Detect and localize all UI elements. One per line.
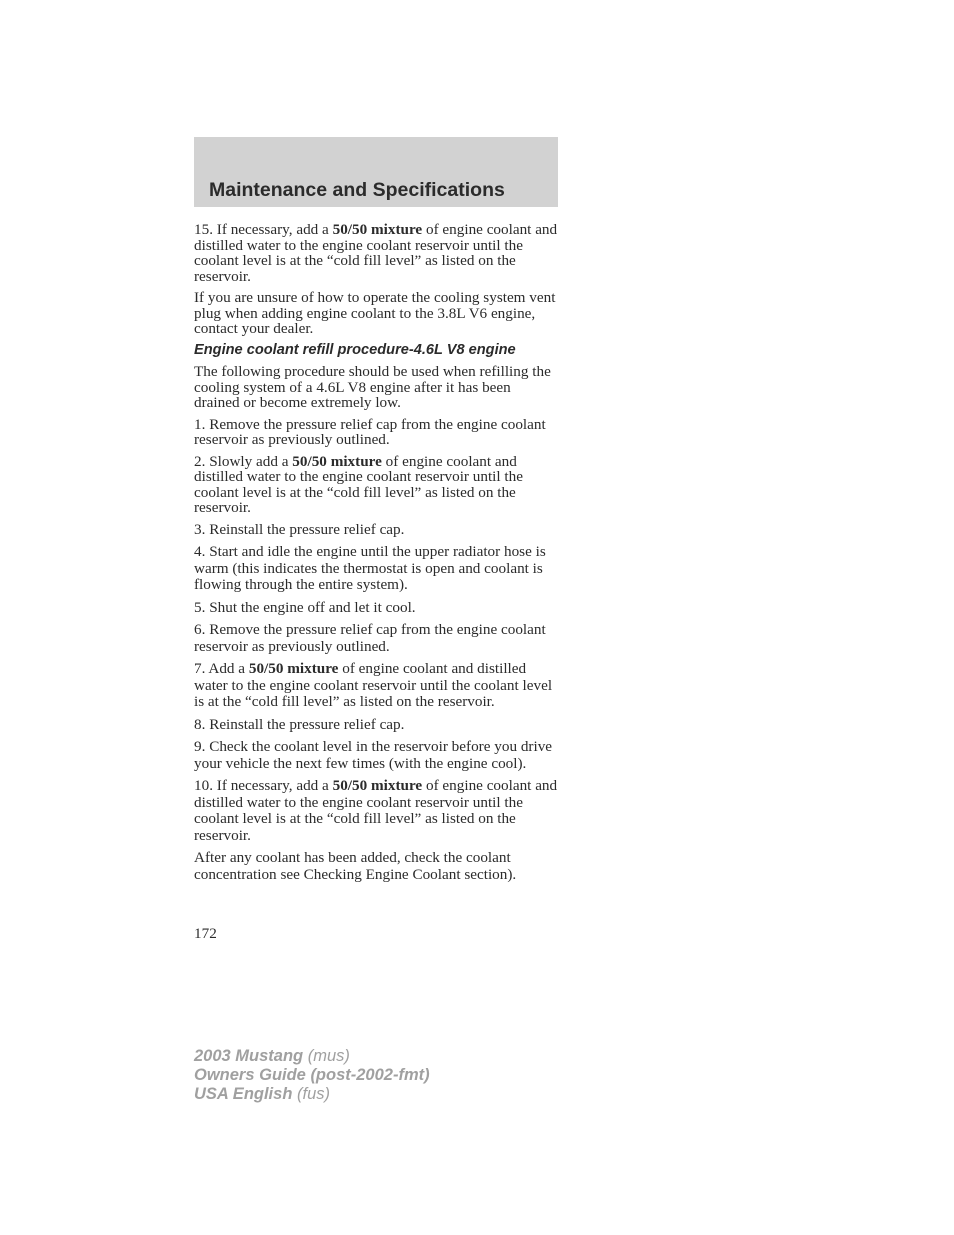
- step-2-text-post: of engine coolant and distilled water to the engine coolant reservoir until the coolant level is at the “cold fill level” as listed on the reservoir.: [194, 452, 523, 516]
- step-7-mixture-bold: 50/50 mixture: [248, 660, 339, 677]
- step-7: [194, 661, 558, 711]
- section-header-band: [194, 137, 558, 207]
- step-7-text-pre: 7. Add a: [194, 660, 249, 677]
- step-15-text-post: of engine coolant and distilled water to the engine coolant reservoir until the coolant level is at the “cold fill level” as listed on the reservoir.: [194, 221, 558, 285]
- step-15-paragraph: [194, 222, 558, 284]
- step-10: [194, 778, 558, 844]
- step-2-text-pre: 2. Slowly add a: [194, 452, 293, 470]
- footer-line-model: [194, 1047, 430, 1066]
- step-8: 8. Reinstall the pressure relief cap.: [194, 715, 405, 733]
- page-content: [194, 222, 558, 889]
- refill-procedure-heading: Engine coolant refill procedure-4.6L V8 engine: [194, 341, 516, 358]
- step-1: 1. Remove the pressure relief cap from the engine coolant reservoir as previously outlined.: [194, 415, 546, 448]
- step-4: 4. Start and idle the engine until the upper radiator hose is warm (this indicates the thermostat is open and coolant is flowing through the entire system).: [194, 543, 546, 593]
- step-10-text-pre: 10. If necessary, add a: [194, 777, 333, 794]
- after-coolant-paragraph: After any coolant has been added, check the coolant concentration see Checking Engine Coolant section).: [194, 849, 517, 883]
- step-7-text-post: of engine coolant and distilled water to the engine coolant reservoir until the coolant level is at the “cold fill level” as listed on the reservoir.: [194, 660, 553, 710]
- step-10-mixture-bold: 50/50 mixture: [332, 777, 423, 794]
- step-5: 5. Shut the engine off and let it cool.: [194, 598, 416, 616]
- step-15-mixture-bold: 50/50 mixture: [332, 221, 423, 238]
- footer-line-guide: Owners Guide (post-2002-fmt): [194, 1066, 430, 1084]
- footer-language-code: (fus): [292, 1085, 330, 1103]
- step-2: [194, 454, 558, 516]
- document-footer: [194, 1047, 430, 1104]
- step-2-mixture-bold: 50/50 mixture: [292, 452, 382, 470]
- step-10-text-post: of engine coolant and distilled water to the engine coolant reservoir until the coolant level is at the “cold fill level” as listed on the reservoir.: [194, 777, 558, 844]
- page-number: 172: [194, 925, 217, 942]
- footer-model-name: 2003 Mustang: [194, 1047, 304, 1065]
- section-title: Maintenance and Specifications: [209, 179, 505, 201]
- step-3: 3. Reinstall the pressure relief cap.: [194, 520, 405, 538]
- step-9: 9. Check the coolant level in the reservoir before you drive your vehicle the next few times (with the engine cool).: [194, 738, 553, 772]
- footer-language-name: USA English: [194, 1085, 293, 1103]
- footer-model-code: (mus): [303, 1047, 350, 1065]
- unsure-paragraph: If you are unsure of how to operate the cooling system vent plug when adding engine coolant to the 3.8L V6 engine, contact your dealer.: [194, 289, 556, 337]
- intro-paragraph: The following procedure should be used when refilling the cooling system of a 4.6L V8 engine after it has been drained or become extremely low.: [194, 363, 551, 411]
- step-15-text-pre: 15. If necessary, add a: [194, 221, 333, 238]
- footer-line-language: [194, 1085, 430, 1104]
- step-6: 6. Remove the pressure relief cap from the engine coolant reservoir as previously outlined.: [194, 621, 546, 655]
